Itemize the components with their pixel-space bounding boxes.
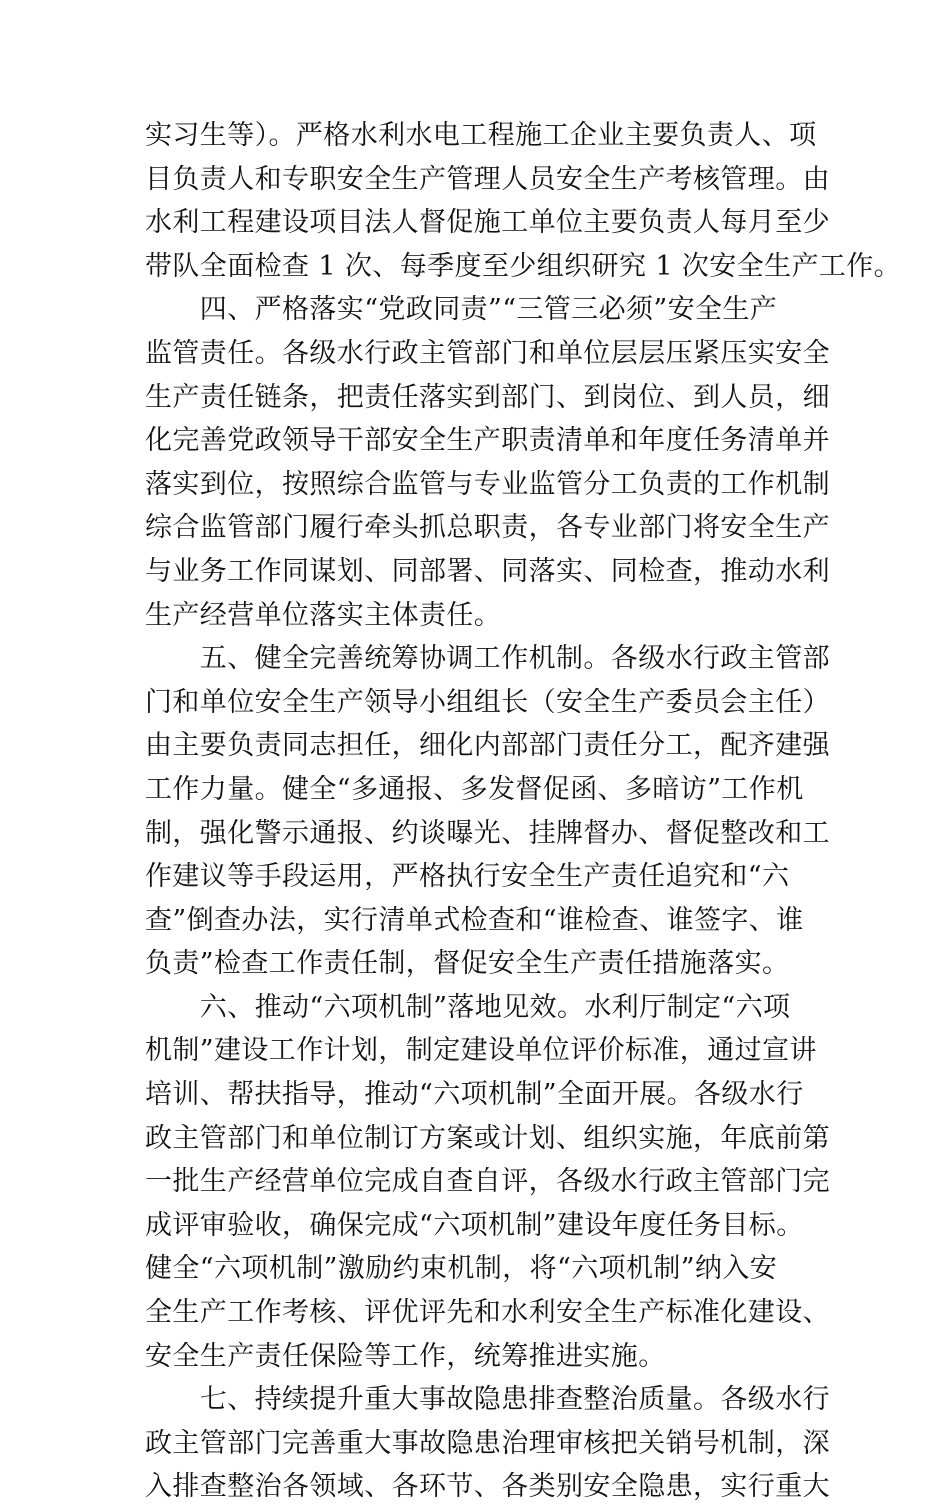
text-line: 门和单位安全生产领导小组组长（安全生产委员会主任） bbox=[145, 686, 830, 718]
text-line: 落实到位，按照综合监管与专业监管分工负责的工作机制 bbox=[145, 468, 830, 500]
text-line: 带队全面检查 1 次、每季度至少组织研究 1 次安全生产工作。 bbox=[145, 250, 902, 282]
text-line: 政主管部门完善重大事故隐患治理审核把关销号机制，深 bbox=[145, 1427, 830, 1459]
text-line: 生产经营单位落实主体责任。 bbox=[145, 599, 502, 631]
document-body-text bbox=[145, 114, 902, 1509]
text-line: 工作力量。健全“多通报、多发督促函、多暗访”工作机 bbox=[145, 773, 804, 805]
text-line: 实习生等）。严格水利水电工程施工企业主要负责人、项 bbox=[145, 120, 817, 151]
text-line: 监管责任。各级水行政主管部门和单位层层压紧压实安全 bbox=[145, 337, 830, 369]
text-line: 目负责人和专职安全生产管理人员安全生产考核管理。由 bbox=[145, 163, 830, 195]
text-line: 安全生产责任保险等工作，统筹推进实施。 bbox=[145, 1340, 666, 1372]
text-line: 由主要负责同志担任，细化内部部门责任分工，配齐建强 bbox=[145, 730, 830, 762]
text-line: 负责”检查工作责任制，督促安全生产责任措施落实。 bbox=[145, 948, 790, 980]
text-line: 健全“六项机制”激励约束机制，将“六项机制”纳入安 bbox=[145, 1253, 778, 1285]
text-line: 机制”建设工作计划，制定建设单位评价标准，通过宣讲 bbox=[145, 1035, 817, 1067]
text-line: 制，强化警示通报、约谈曝光、挂牌督办、督促整改和工 bbox=[145, 817, 830, 849]
text-line: 七、持续提升重大事故隐患排查整治质量。各级水行 bbox=[145, 1384, 830, 1416]
text-line: 综合监管部门履行牵头抓总职责，各专业部门将安全生产 bbox=[145, 512, 830, 544]
text-line: 入排查整治各领域、各环节、各类别安全隐患，实行重大 bbox=[145, 1471, 830, 1503]
text-line: 六、推动“六项机制”落地见效。水利厅制定“六项 bbox=[145, 991, 791, 1023]
text-line: 水利工程建设项目法人督促施工单位主要负责人每月至少 bbox=[145, 207, 830, 239]
text-line: 与业务工作同谋划、同部署、同落实、同检查，推动水利 bbox=[145, 555, 830, 587]
text-line: 一批生产经营单位完成自查自评，各级水行政主管部门完 bbox=[145, 1166, 830, 1198]
text-line: 政主管部门和单位制订方案或计划、组织实施，年底前第 bbox=[145, 1122, 830, 1154]
text-line: 五、健全完善统筹协调工作机制。各级水行政主管部 bbox=[145, 643, 830, 675]
text-line: 生产责任链条，把责任落实到部门、到岗位、到人员，细 bbox=[145, 381, 830, 413]
text-line: 成评审验收，确保完成“六项机制”建设年度任务目标。 bbox=[145, 1209, 804, 1241]
text-line: 全生产工作考核、评优评先和水利安全生产标准化建设、 bbox=[145, 1297, 830, 1329]
text-line: 作建议等手段运用，严格执行安全生产责任追究和“六 bbox=[145, 861, 790, 893]
text-line: 培训、帮扶指导，推动“六项机制”全面开展。各级水行 bbox=[145, 1079, 804, 1111]
text-line: 四、严格落实“党政同责”“三管三必须”安全生产 bbox=[145, 294, 778, 326]
text-line: 化完善党政领导干部安全生产职责清单和年度任务清单并 bbox=[145, 425, 830, 457]
text-line: 查”倒查办法，实行清单式检查和“谁检查、谁签字、谁 bbox=[145, 904, 804, 936]
